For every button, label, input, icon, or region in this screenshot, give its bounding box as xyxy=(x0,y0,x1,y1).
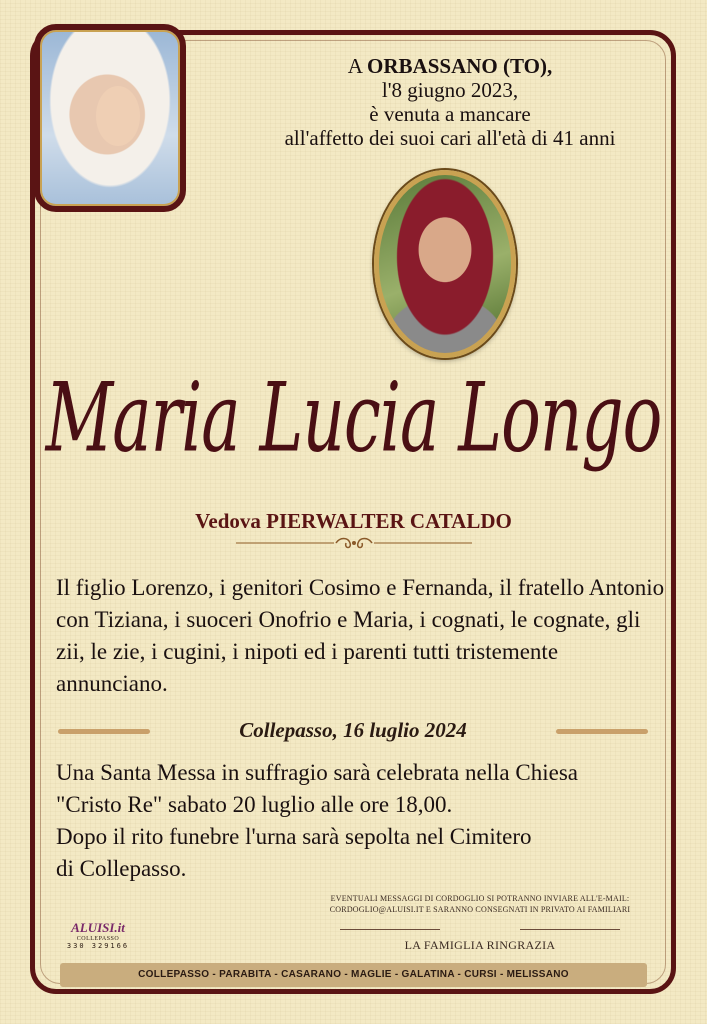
ornament-divider xyxy=(236,536,472,550)
footer-locations-bar: COLLEPASSO - PARABITA - CASARANO - MAGLIE - GALATINA - CURSI - MELISSANO xyxy=(60,963,647,987)
family-thanks: LA FAMIGLIA RINGRAZIA xyxy=(404,938,556,952)
intro-city: ORBASSANO (TO), xyxy=(367,54,553,78)
logo-location: COLLEPASSO xyxy=(76,936,120,942)
mass-line4: di Collepasso. xyxy=(56,856,187,881)
thanks-rule-right xyxy=(520,929,620,930)
mass-text xyxy=(56,757,676,885)
mass-line3: Dopo il rito funebre l'urna sarà sepolta nel Cimitero xyxy=(56,824,532,849)
intro-line3: è venuta a mancare xyxy=(369,102,531,126)
mass-line1: Una Santa Messa in suffragio sarà celebrata nella Chiesa xyxy=(56,760,578,785)
thanks-rule-left xyxy=(340,929,440,930)
mass-line2: "Cristo Re" sabato 20 luglio alle ore 18,00. xyxy=(56,792,453,817)
logo-phone: 330 329166 xyxy=(66,942,130,950)
place-date: Collepasso, 16 luglio 2024 xyxy=(239,718,467,742)
widow-line xyxy=(0,509,707,534)
date-rule-right xyxy=(556,729,648,734)
deceased-portrait xyxy=(374,170,516,358)
place-date-row xyxy=(58,718,648,744)
funeral-home-logo xyxy=(58,920,138,950)
intro-date: l'8 giugno 2023, xyxy=(381,78,519,102)
madonna-face xyxy=(96,86,140,146)
madonna-image xyxy=(34,24,186,212)
intro-prefix: A xyxy=(347,54,362,78)
logo-brand: ALUISI.it xyxy=(71,920,125,935)
intro-line4: all'affetto dei suoi cari all'età di 41 anni xyxy=(284,126,616,150)
intro-city-line xyxy=(230,54,670,78)
widow-spouse: PIERWALTER CATALDO xyxy=(266,509,512,533)
announcement-text: Il figlio Lorenzo, i genitori Cosimo e Fernanda, il fratello Antonio con Tiziana, i suoceri Onofrio e Maria, i cognati, le cognate, gli zii, le zie, i cugini, i nipoti ed i parenti tutti tristemente annunciano. xyxy=(56,575,665,696)
widow-prefix: Vedova xyxy=(195,509,261,533)
condolence-note: EVENTUALI MESSAGGI DI CORDOGLIO SI POTRANNO INVIARE ALL'E-MAIL: CORDOGLIO@ALUISI.IT E SARANNO CONSEGNATI IN PRIVATO AI FAMILIARI xyxy=(329,894,631,914)
intro-block xyxy=(230,54,670,150)
deceased-name: Maria Lucia Longo xyxy=(45,362,662,474)
